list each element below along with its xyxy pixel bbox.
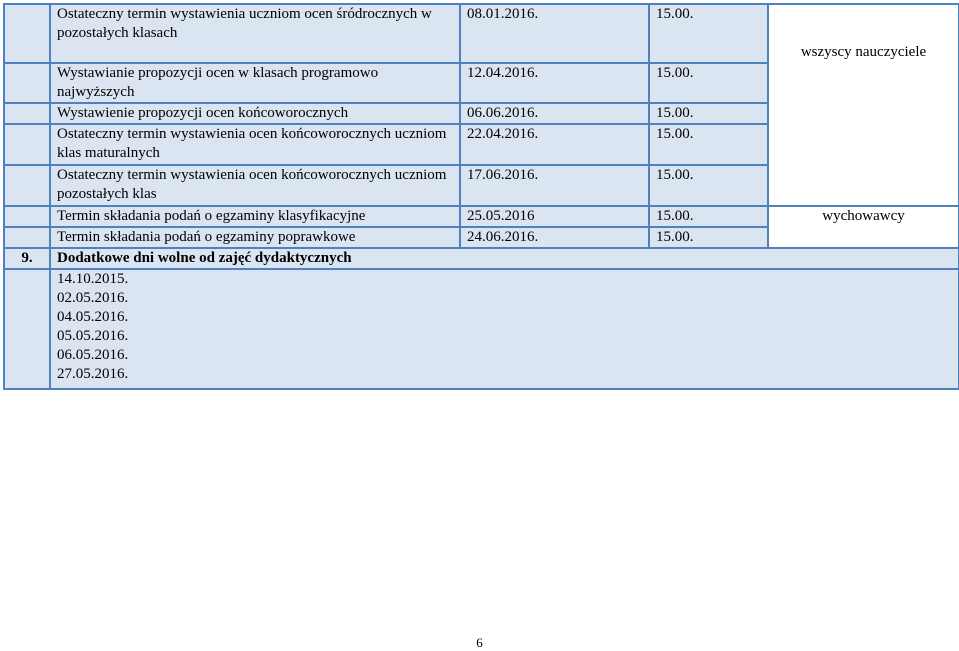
row-label: Wystawienie propozycji ocen końcoworocznych [50, 103, 460, 124]
section-dates [50, 269, 959, 389]
free-day-date: 02.05.2016. [57, 290, 129, 306]
row-number-cell [4, 206, 50, 227]
free-day-date: 27.05.2016. [57, 366, 129, 382]
section-header-row [4, 248, 959, 269]
row-number-cell [4, 227, 50, 248]
schedule-table [3, 3, 959, 390]
row-time: 15.00. [649, 227, 768, 248]
page-number: 6 [476, 635, 483, 650]
row-time: 15.00. [649, 206, 768, 227]
row-number-cell [4, 63, 50, 103]
row-label: Ostateczny termin wystawienia uczniom ocen śródrocznych w pozostałych klasach [50, 4, 460, 63]
section-title: Dodatkowe dni wolne od zajęć dydaktycznych [50, 248, 959, 269]
row-date: 06.06.2016. [460, 103, 649, 124]
row-date: 08.01.2016. [460, 4, 649, 63]
row-time: 15.00. [649, 4, 768, 63]
free-day-date: 14.10.2015. [57, 271, 129, 287]
row-date: 22.04.2016. [460, 124, 649, 165]
row-number-cell [4, 269, 50, 389]
responsible-form-tutors: wychowawcy [822, 208, 905, 224]
free-day-date: 04.05.2016. [57, 309, 129, 325]
row-date: 24.06.2016. [460, 227, 649, 248]
row-date: 17.06.2016. [460, 165, 649, 206]
free-day-date: 06.05.2016. [57, 347, 129, 363]
row-label: Ostateczny termin wystawienia ocen końcoworocznych uczniom klas maturalnych [50, 124, 460, 165]
section-number: 9. [4, 248, 50, 269]
responsible-all-teachers: wszyscy nauczyciele [800, 44, 927, 60]
free-day-date: 05.05.2016. [57, 328, 129, 344]
row-number-cell [4, 103, 50, 124]
row-number-cell [4, 124, 50, 165]
row-number-cell [4, 165, 50, 206]
row-time: 15.00. [649, 63, 768, 103]
responsible-cell [768, 206, 959, 248]
row-date: 12.04.2016. [460, 63, 649, 103]
row-time: 15.00. [649, 124, 768, 165]
responsible-cell [768, 4, 959, 206]
row-time: 15.00. [649, 165, 768, 206]
row-time: 15.00. [649, 103, 768, 124]
row-label: Termin składania podań o egzaminy poprawkowe [50, 227, 460, 248]
row-label: Termin składania podań o egzaminy klasyfikacyjne [50, 206, 460, 227]
table-row [4, 4, 959, 63]
row-number-cell [4, 4, 50, 63]
table-row [4, 206, 959, 227]
section-dates-row [4, 269, 959, 389]
row-label: Wystawianie propozycji ocen w klasach programowo najwyższych [50, 63, 460, 103]
row-date: 25.05.2016 [460, 206, 649, 227]
row-label: Ostateczny termin wystawienia ocen końcoworocznych uczniom pozostałych klas [50, 165, 460, 206]
